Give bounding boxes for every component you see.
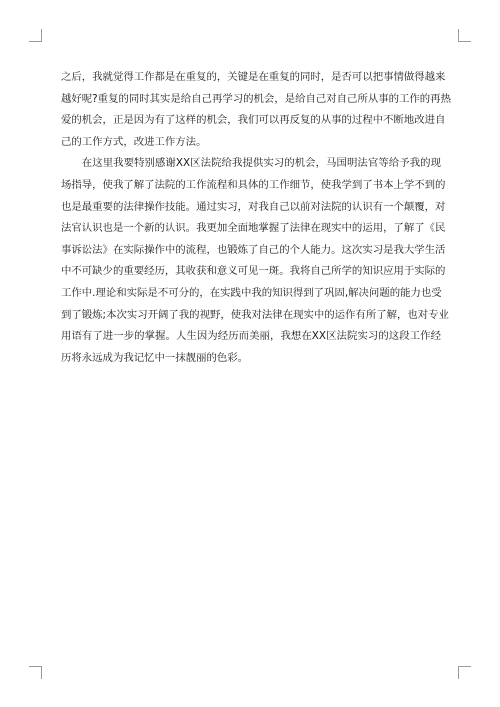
text-line: 事诉讼法》在实际操作中的流程，也锻炼了自己的个人能力。这次实习是我大学生活 [61, 243, 446, 256]
paragraph-1 [61, 67, 451, 153]
text-line: 用语有了进一步的掌握。人生因为经历而美丽，我想在XX区法院实习的这段工作经 [61, 330, 441, 343]
text-line: 在这里我要特别感谢XX区法院给我提供实习的机会，马国明法官等给予我的现 [81, 157, 441, 170]
crop-mark-bottom-left [29, 666, 42, 679]
text-line: 历将永远成为我记忆中一抹靓丽的色彩。 [61, 351, 249, 364]
crop-mark-top-left [29, 29, 42, 42]
document-body [61, 67, 451, 369]
text-line: 越好呢?重复的同时其实是给自己再学习的机会，是给自己对自己所从事的工作的再热 [61, 92, 451, 105]
text-line: 爱的机会，正是因为有了这样的机会，我们可以再反复的从事的过程中不断地改进自 [61, 114, 446, 127]
text-line: 也是最重要的法律操作技能。通过实习，对我自己以前对法院的认识有一个颠覆，对 [61, 200, 446, 213]
text-line: 之后，我就觉得工作都是在重复的，关键是在重复的同时，是否可以把事情做得越来 [61, 71, 446, 83]
text-line: 到了锻炼;本次实习开阔了我的视野，使我对法律在现实中的运作有所了解，也对专业 [61, 308, 449, 321]
text-line: 法官认识也是一个新的认识。我更加全面地掌握了法律在现实中的运用，了解了《民 [61, 222, 446, 235]
text-line: 中不可缺少的重要经历，其收获和意义可见一斑。我将自己所学的知识应用于实际的 [61, 265, 446, 278]
crop-mark-bottom-right [458, 666, 471, 679]
paragraph-2 [61, 153, 449, 369]
text-line: 场指导，使我了解了法院的工作流程和具体的工作细节，使我学到了书本上学不到的 [61, 178, 446, 191]
text-line: 己的工作方式，改进工作方法。 [61, 135, 207, 148]
crop-mark-top-right [458, 29, 471, 42]
text-line: 工作中.理论和实际是不可分的，在实践中我的知识得到了巩固,解决问题的能力也受 [61, 286, 442, 299]
